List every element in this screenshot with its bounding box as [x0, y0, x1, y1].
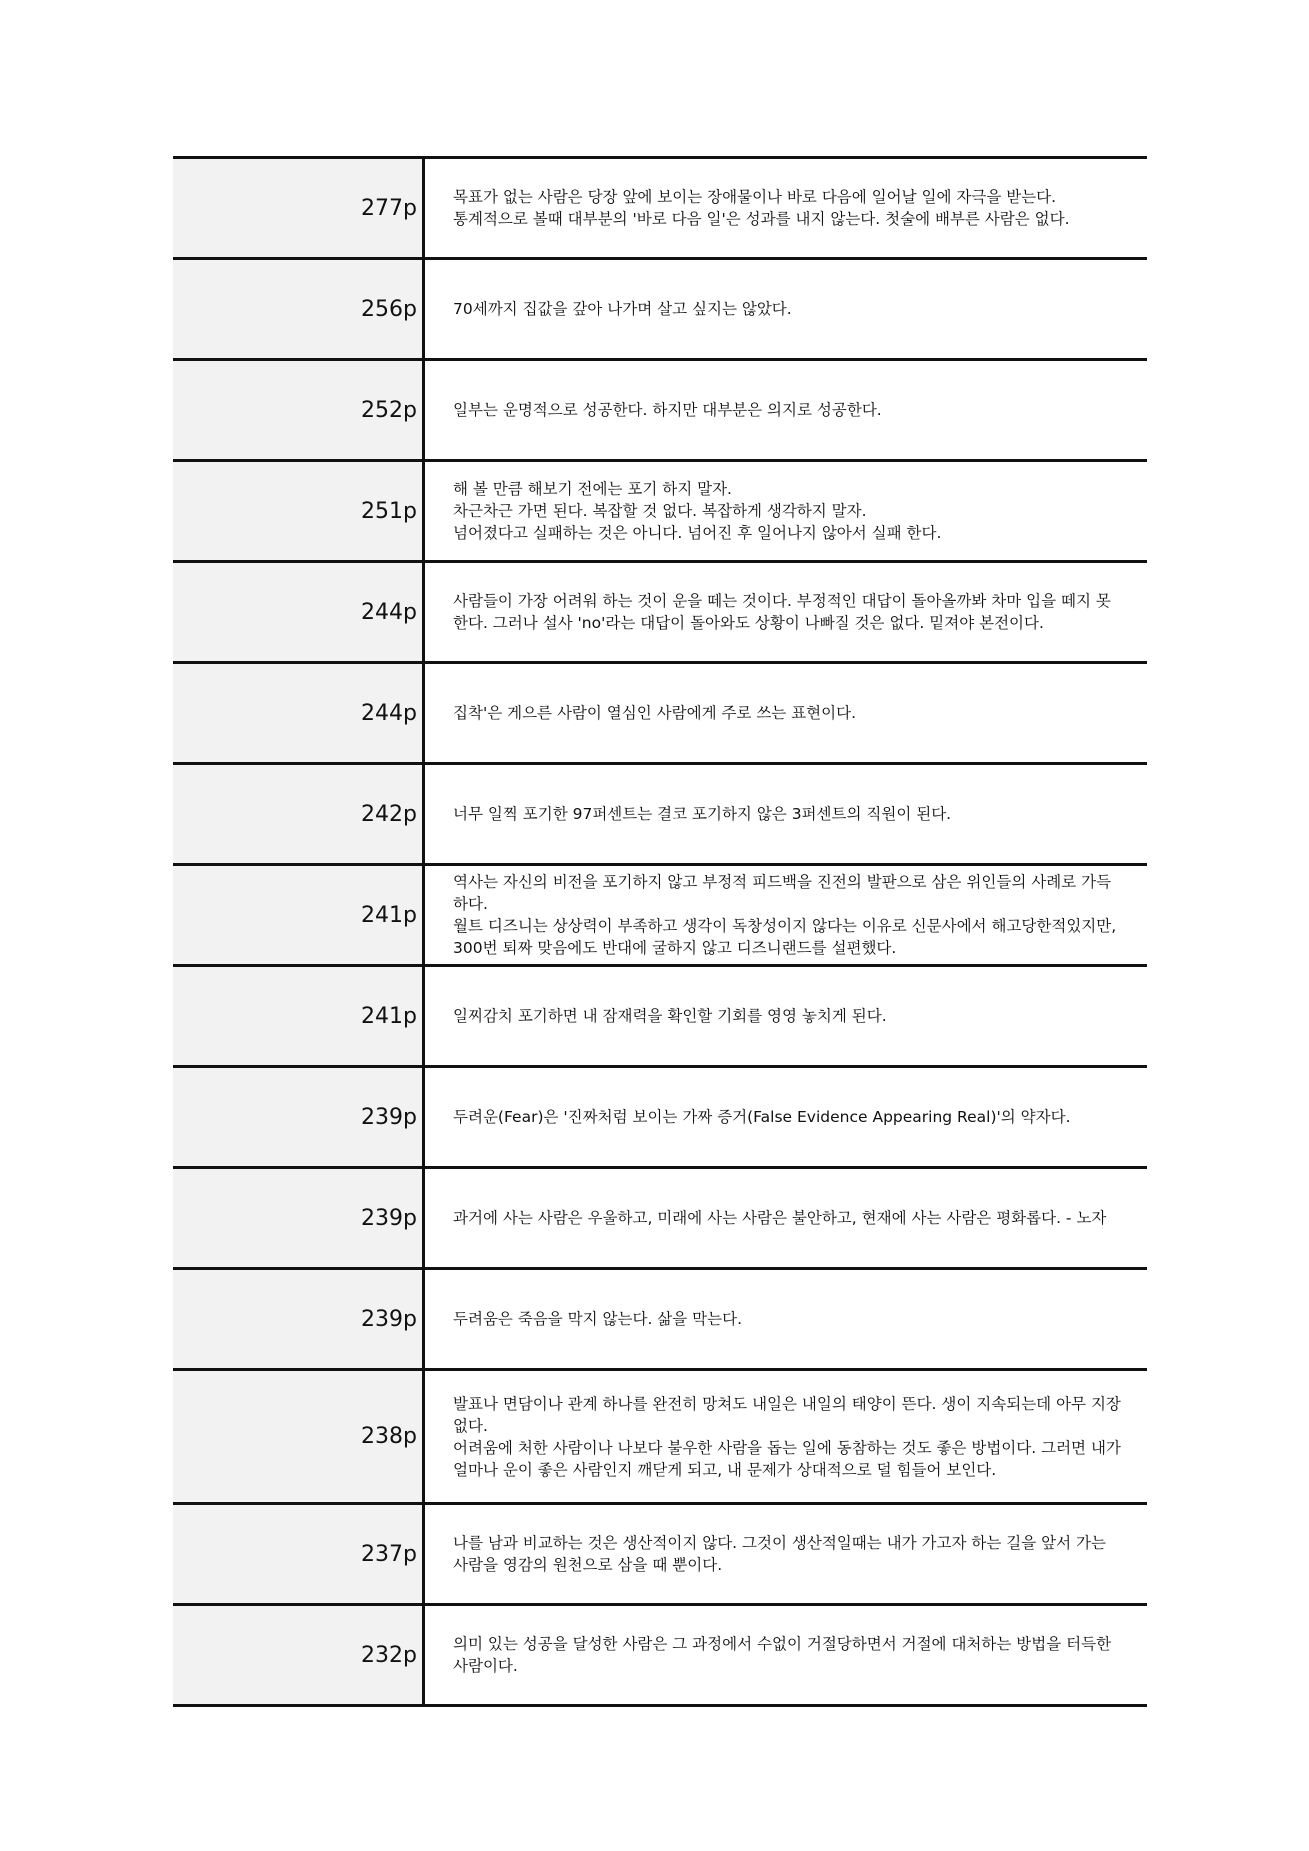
quote-text	[453, 1532, 1106, 1576]
quote-line: 한다. 그러나 설사 'no'라는 대답이 돌아와도 상황이 나빠질 것은 없다. 밑져야 본전이다.	[453, 614, 1044, 632]
table-row	[173, 563, 1147, 664]
table-row	[173, 1068, 1147, 1169]
quote-line: 발표나 면담이나 관계 하나를 완전히 망쳐도 내일은 내일의 태양이 뜬다. 생이 지속되는데 아무 지장	[453, 1394, 1121, 1413]
quote-cell	[425, 1270, 1147, 1368]
page-number: 237p	[173, 1505, 425, 1603]
page-number: 239p	[173, 1169, 425, 1267]
quote-cell	[425, 563, 1147, 661]
table-row	[173, 260, 1147, 361]
quote-line: 사람들이 가장 어려워 하는 것이 운을 떼는 것이다. 부정적인 대답이 돌아올까봐 차마 입을 떼지 못	[453, 592, 1111, 610]
quote-table	[173, 156, 1147, 1707]
table-row	[173, 1505, 1147, 1606]
quote-line: 일부는 운명적으로 성공한다. 하지만 대부분은 의지로 성공한다.	[453, 401, 882, 419]
page-number: 241p	[173, 967, 425, 1065]
page-number: 242p	[173, 765, 425, 863]
page-number: 239p	[173, 1270, 425, 1368]
page-number: 241p	[173, 866, 425, 964]
quote-line: 70세까지 집값을 갚아 나가며 살고 싶지는 않았다.	[453, 300, 792, 318]
table-row	[173, 361, 1147, 462]
table-row	[173, 1270, 1147, 1371]
quote-line: 일찌감치 포기하면 내 잠재력을 확인할 기회를 영영 놓치게 된다.	[453, 1007, 887, 1025]
quote-cell	[425, 967, 1147, 1065]
quote-line: 목표가 없는 사람은 당장 앞에 보이는 장애물이나 바로 다음에 일어날 일에 자극을 받는다.	[453, 188, 1057, 206]
quote-cell	[425, 361, 1147, 459]
quote-cell	[425, 462, 1147, 560]
quote-text	[453, 399, 882, 421]
page-number: 238p	[173, 1371, 425, 1502]
quote-cell	[425, 260, 1147, 358]
quote-line: 없다.	[453, 1416, 488, 1435]
quote-text	[453, 1106, 1071, 1128]
quote-line: 너무 일찍 포기한 97퍼센트는 결코 포기하지 않은 3퍼센트의 직원이 된다.	[453, 805, 952, 823]
quote-text	[453, 871, 1116, 959]
table-row	[173, 765, 1147, 866]
quote-line: 집착'은 게으른 사람이 열심인 사람에게 주로 쓰는 표현이다.	[453, 704, 857, 722]
quote-text	[453, 1633, 1111, 1677]
table-row	[173, 1169, 1147, 1270]
quote-text	[453, 590, 1111, 634]
quote-line: 두려움은 죽음을 막지 않는다. 삶을 막는다.	[453, 1310, 743, 1328]
quote-text	[453, 186, 1070, 230]
quote-line: 어려움에 처한 사람이나 나보다 불우한 사람을 돕는 일에 동참하는 것도 좋은 방법이다. 그러면 내가	[453, 1438, 1121, 1457]
page-number: 251p	[173, 462, 425, 560]
quote-line: 하다.	[453, 895, 488, 913]
quote-text	[453, 298, 792, 320]
quote-cell	[425, 664, 1147, 762]
quote-line: 넘어졌다고 실패하는 것은 아니다. 넘어진 후 일어나지 않아서 실패 한다.	[453, 524, 942, 542]
quote-cell	[425, 1068, 1147, 1166]
quote-line: 역사는 자신의 비전을 포기하지 않고 부정적 피드백을 진전의 발판으로 삼은 위인들의 사례로 가득	[453, 873, 1112, 891]
quote-cell	[425, 1169, 1147, 1267]
page-number: 232p	[173, 1606, 425, 1704]
quote-cell	[425, 159, 1147, 257]
quote-line: 얼마나 운이 좋은 사람인지 깨닫게 되고, 내 문제가 상대적으로 덜 힘들어 보인다.	[453, 1460, 997, 1479]
table-row	[173, 462, 1147, 563]
quote-line: 의미 있는 성공을 달성한 사람은 그 과정에서 수없이 거절당하면서 거절에 대처하는 방법을 터득한	[453, 1635, 1112, 1653]
quote-line: 월트 디즈니는 상상력이 부족하고 생각이 독창성이지 않다는 이유로 신문사에서 해고당한적있지만,	[453, 917, 1117, 935]
table-row	[173, 866, 1147, 967]
quote-line: 나를 남과 비교하는 것은 생산적이지 않다. 그것이 생산적일때는 내가 가고자 하는 길을 앞서 가는	[453, 1534, 1106, 1552]
table-row	[173, 1371, 1147, 1505]
quote-cell	[425, 866, 1147, 964]
quote-line: 차근차근 가면 된다. 복잡할 것 없다. 복잡하게 생각하지 말자.	[453, 502, 867, 520]
table-row	[173, 1606, 1147, 1707]
quote-text	[453, 1005, 887, 1027]
quote-text	[453, 1308, 742, 1330]
quote-cell	[425, 1606, 1147, 1704]
quote-text	[453, 803, 951, 825]
quote-line: 해 볼 만큼 해보기 전에는 포기 하지 말자.	[453, 480, 732, 498]
quote-line: 통계적으로 볼때 대부분의 '바로 다음 일'은 성과를 내지 않는다. 첫술에 배부른 사람은 없다.	[453, 210, 1070, 228]
quote-line: 사람이다.	[453, 1657, 518, 1675]
table-row	[173, 967, 1147, 1068]
quote-cell	[425, 1505, 1147, 1603]
quote-line: 두려운(Fear)은 '진짜처럼 보이는 가짜 증거(False Evidence Appearing Real)'의 약자다.	[453, 1108, 1071, 1126]
quote-line: 300번 퇴짜 맞음에도 반대에 굴하지 않고 디즈니랜드를 설편했다.	[453, 939, 897, 957]
quote-line: 과거에 사는 사람은 우울하고, 미래에 사는 사람은 불안하고, 현재에 사는 사람은 평화롭다. - 노자	[453, 1209, 1107, 1227]
quote-text	[453, 1207, 1106, 1229]
quote-cell	[425, 1371, 1147, 1502]
page-number: 256p	[173, 260, 425, 358]
page-number: 252p	[173, 361, 425, 459]
page-number: 277p	[173, 159, 425, 257]
page-number: 239p	[173, 1068, 425, 1166]
quote-text	[453, 702, 856, 724]
quote-line: 사람을 영감의 원천으로 삼을 때 뿐이다.	[453, 1556, 723, 1574]
table-row	[173, 664, 1147, 765]
quote-cell	[425, 765, 1147, 863]
page-number: 244p	[173, 563, 425, 661]
page-number: 244p	[173, 664, 425, 762]
quote-text	[453, 478, 941, 544]
table-row	[173, 159, 1147, 260]
quote-text	[453, 1393, 1121, 1481]
